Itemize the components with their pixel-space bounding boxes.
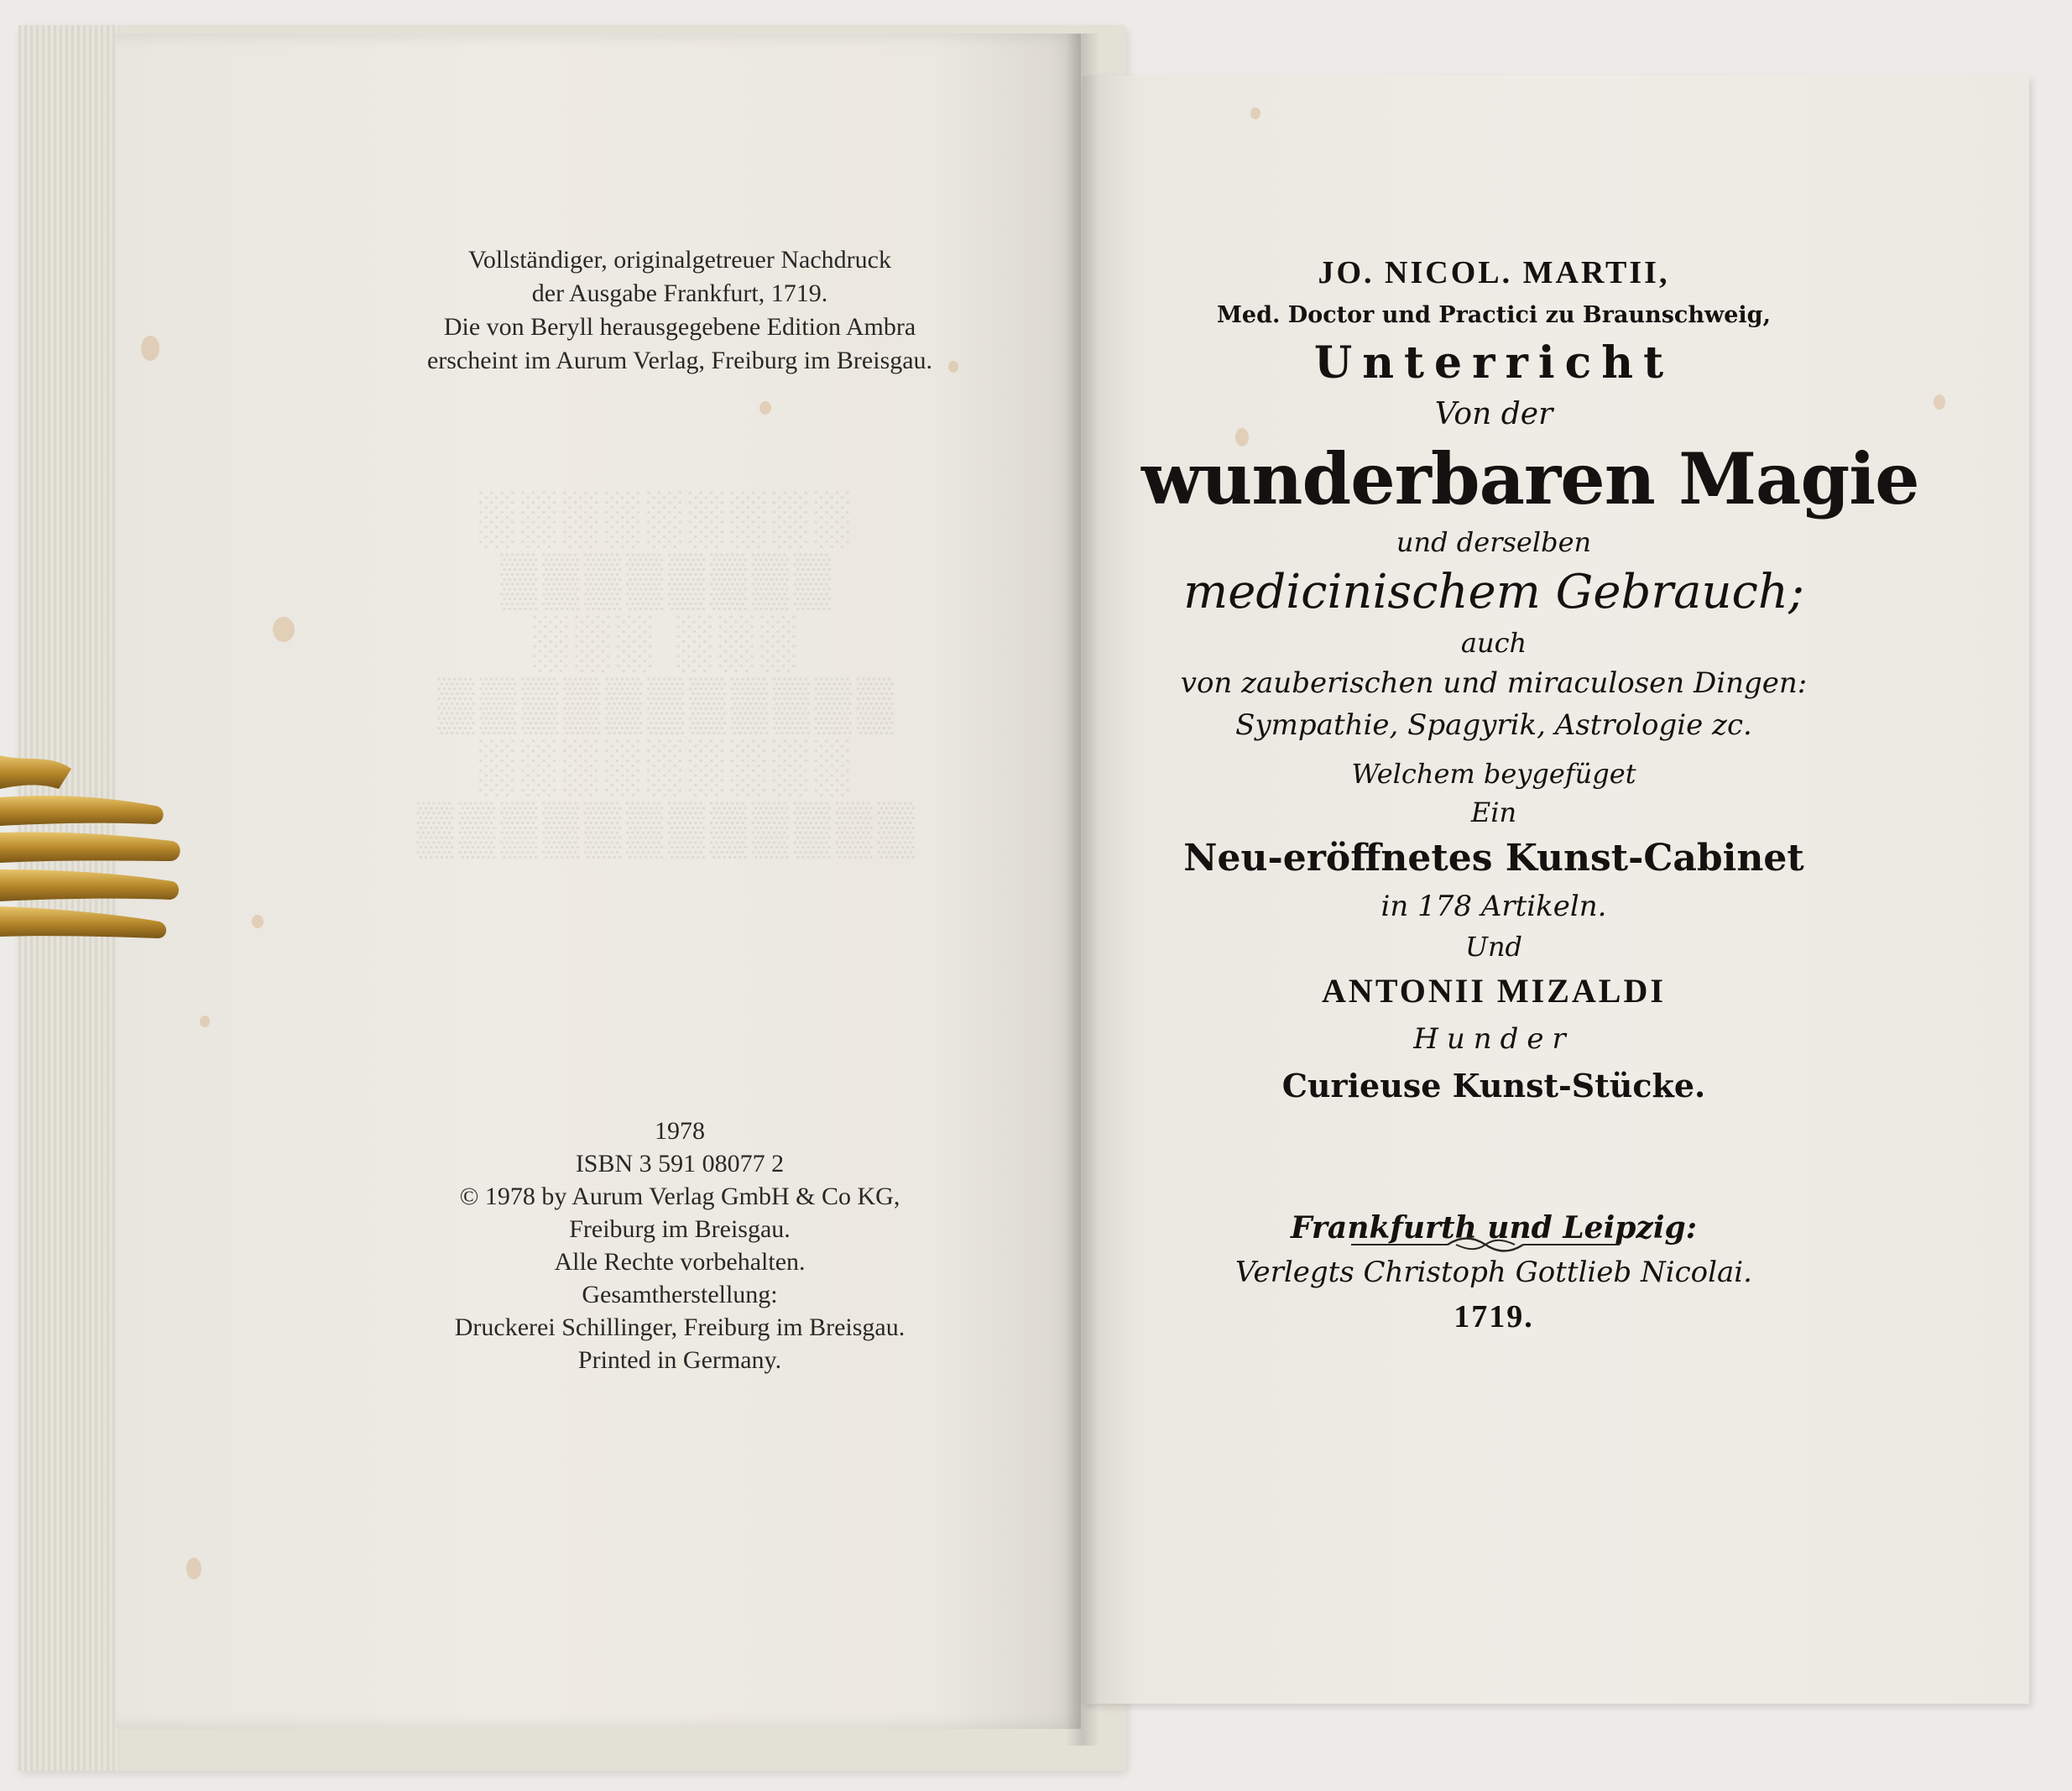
title-von-der: Von der (1434, 397, 1553, 431)
author-name: JO. NICOL. MARTII, (1318, 255, 1670, 290)
imprint-line: der Ausgabe Frankfurt, 1719. (531, 279, 828, 307)
foxing-spot (1250, 107, 1260, 119)
imprint-line: Die von Beryll herausgegebene Edition Ambra (443, 313, 916, 341)
author-affiliation: Med. Doctor und Practici zu Braunschweig, (1217, 302, 1771, 328)
imprint-line: erscheint im Aurum Verlag, Freiburg im Breisgau. (426, 347, 933, 374)
copyright-block (369, 1115, 990, 1376)
title-artikeln: in 178 Artikeln. (1380, 890, 1607, 923)
title-curieuse: Curieuse Kunst-Stücke. (1281, 1067, 1706, 1104)
title-dingen: von zauberischen und miraculosen Dingen: (1180, 666, 1808, 700)
title-unterricht: Unterricht (1313, 337, 1674, 389)
brass-hand-bookmark-icon (0, 739, 185, 957)
title-kunst-cabinet: Neu-eröffnetes Kunst-Cabinet (1183, 837, 1804, 880)
title-page (1141, 248, 1919, 1340)
copyright-line: Printed in Germany. (577, 1346, 782, 1374)
foxing-spot (141, 336, 159, 361)
copyright-line: ISBN 3 591 08077 2 (575, 1150, 785, 1177)
foxing-spot (1934, 394, 1945, 410)
copyright-line: Gesamtherstellung: (582, 1281, 778, 1308)
publisher: Verlegts Christoph Gottlieb Nicolai. (1235, 1256, 1752, 1289)
second-author-name: ANTONII MIZALDI (1322, 972, 1666, 1010)
title-ein: Ein (1470, 796, 1517, 828)
imprint-notice (352, 243, 1007, 378)
foxing-spot (273, 617, 295, 642)
title-hunder: Hunder (1413, 1022, 1574, 1056)
imprint-line: Vollständiger, originalgetreuer Nachdruck (468, 246, 891, 274)
foxing-spot (186, 1558, 201, 1580)
title-und-derselben: und derselben (1396, 526, 1592, 558)
title-beygefuget: Welchem beygefüget (1351, 758, 1636, 790)
main-title: wunderbaren Magie (1141, 437, 1919, 520)
copyright-line: Alle Rechte vorbehalten. (554, 1248, 806, 1276)
book-gutter (1066, 34, 1099, 1746)
publication-place: Frankfurth und Leipzig: (1291, 1210, 1697, 1245)
publication-year: 1719. (1454, 1299, 1534, 1334)
title-gebrauch: medicinischem Gebrauch; (1183, 565, 1804, 619)
copyright-line: © 1978 by Aurum Verlag GmbH & Co KG, (459, 1183, 900, 1210)
copyright-line: Druckerei Schillinger, Freiburg im Breisgau. (454, 1313, 906, 1341)
ornamental-rule-icon (1351, 1232, 1620, 1257)
foxing-spot (252, 915, 264, 928)
foxing-spot (200, 1016, 210, 1027)
bleed-through-ghost-text: ░░░░░░░░░ ▒▒▒▒▒▒▒▒ ░░░ ░░░ ▒▒▒▒▒▒▒▒▒▒▒ ░░░░░░░░░ ▒▒▒▒▒▒▒▒▒▒▒▒ (411, 489, 915, 857)
copyright-line: Freiburg im Breisgau. (569, 1215, 791, 1243)
foxing-spot (759, 401, 771, 415)
title-auch: auch (1460, 627, 1527, 659)
title-und: Und (1464, 931, 1523, 963)
copyright-line: 1978 (655, 1117, 705, 1145)
title-sympathie: Sympathie, Spagyrik, Astrologie zc. (1235, 708, 1752, 742)
